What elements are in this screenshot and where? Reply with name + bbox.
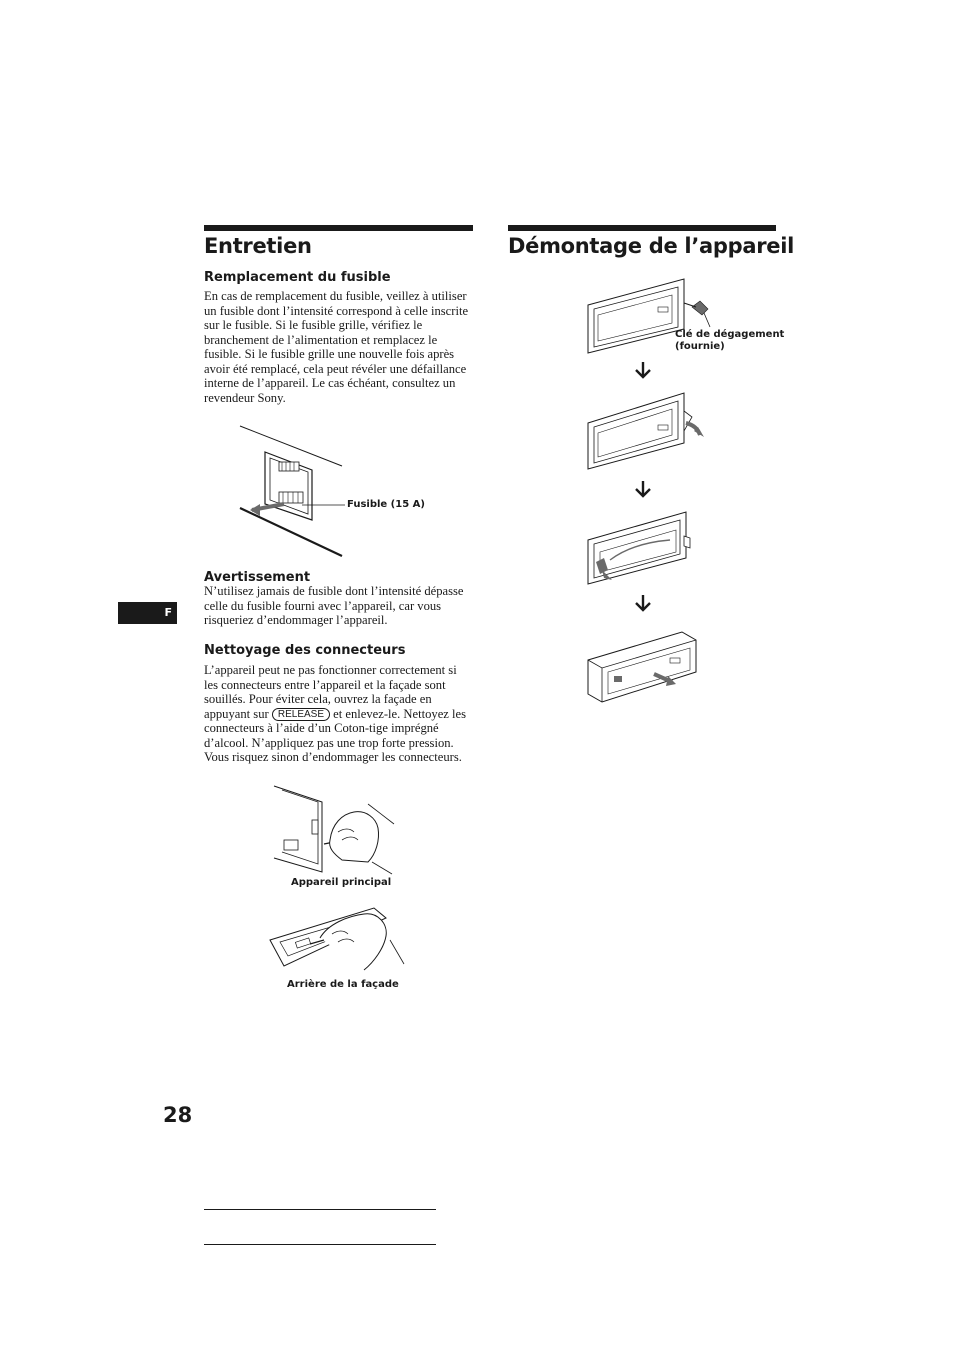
- section-rule-left: [204, 225, 473, 231]
- fuse-illustration: [236, 424, 346, 559]
- fuse-drawing: [236, 424, 346, 559]
- section-rule-right: [508, 225, 776, 231]
- heading-warning: Avertissement: [204, 570, 311, 585]
- down-arrow-icon: [634, 480, 652, 498]
- front-panel-back-drawing: [268, 904, 408, 976]
- front-panel-back-label: Arrière de la façade: [287, 979, 399, 990]
- footer-line-2: [204, 1244, 436, 1245]
- warning-text: N’utilisez jamais de fusible dont l’intensité dépasse celle du fusible fourni avec l’appareil, car vous risqueriez d’endommager l’appareil.: [204, 584, 464, 627]
- main-unit-label: Appareil principal: [291, 877, 392, 888]
- language-tab: F: [118, 602, 177, 624]
- page-number: 28: [163, 1103, 193, 1127]
- front-panel-back-illustration: [268, 904, 408, 976]
- fuse-label: Fusible (15 A): [347, 499, 425, 510]
- removal-step-4: [586, 626, 700, 704]
- page-title-entretien: Entretien: [204, 234, 312, 258]
- removal-step-4-drawing: [586, 626, 700, 704]
- footer-line-1: [204, 1209, 436, 1210]
- release-button-glyph: RELEASE: [272, 708, 330, 721]
- down-arrow-icon: [634, 594, 652, 612]
- main-unit-illustration: [272, 784, 396, 876]
- cleaning-text-after: et enlevez-le. Nettoyez les connecteurs à l’aide d’un Coton-tige imprégné d’alcool. N’appliquez pas une trop forte pression. Vous risquez sinon d’endommager les connecteurs.: [204, 706, 467, 764]
- key-label-line2: (fournie): [675, 341, 725, 352]
- cleaning-text-before: L’appareil peut ne pas fonctionner correctement si les connecteurs entre l’appareil et la façade sont souillés. Pour éviter cela, ouvrez la façade en appuyant sur: [204, 663, 457, 721]
- removal-step-3-drawing: [586, 508, 696, 586]
- removal-step-3: [586, 508, 696, 586]
- fuse-text: En cas de remplacement du fusible, veillez à utiliser un fusible dont l’intensité correspond à celle inscrite sur le fusible. Si le fusible grille, vérifiez le branchement de l’alimentation et remplacez le fusible. Si le fusible grille une nouvelle fois après avoir été remplacé, cela peut révéler une défaillance interne de l’appareil. Le cas échéant, consultez un revendeur Sony.: [204, 289, 469, 405]
- removal-step-2-drawing: [586, 391, 708, 471]
- key-label-line1: Clé de dégagement: [675, 329, 785, 340]
- down-arrow-icon: [634, 361, 652, 379]
- removal-step-2: [586, 391, 708, 471]
- heading-cleaning: Nettoyage des connecteurs: [204, 643, 406, 658]
- page-title-demontage: Démontage de l’appareil: [508, 234, 794, 258]
- cleaning-text: [204, 663, 473, 765]
- main-unit-drawing: [272, 784, 396, 876]
- heading-fuse: Remplacement du fusible: [204, 270, 391, 285]
